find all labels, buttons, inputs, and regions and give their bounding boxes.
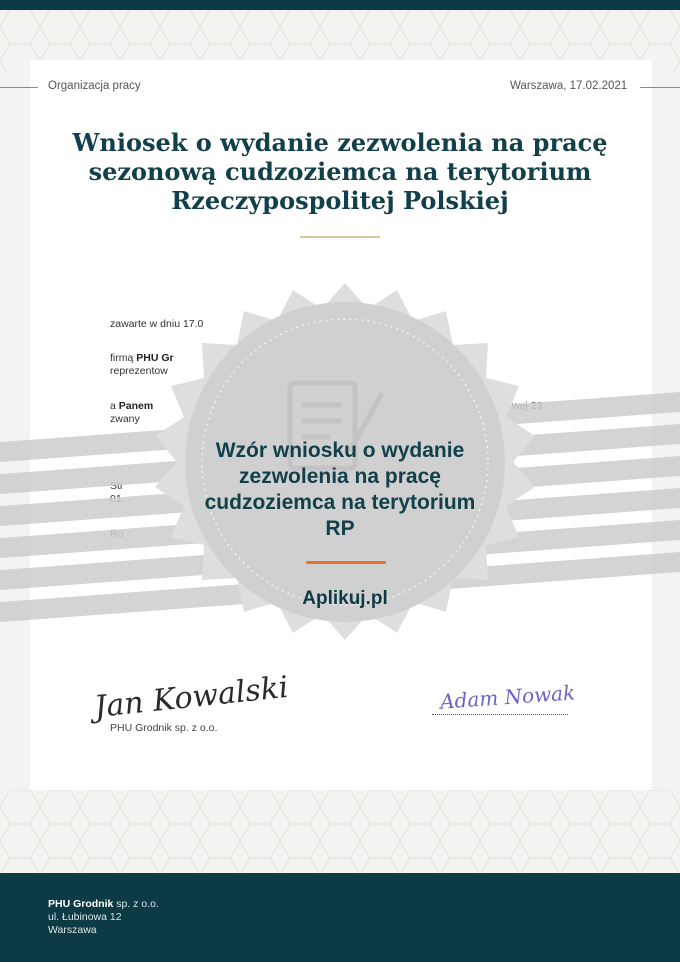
brand-logo: Aplikuj.pl [302, 588, 388, 609]
footer-street: ul. Łubinowa 12 [48, 911, 122, 923]
body-line-parties: Str [110, 480, 124, 492]
header-rule-left [0, 87, 38, 88]
seal-divider [306, 561, 386, 564]
footer-city: Warszawa [48, 924, 97, 936]
footer-company-name: PHU Grodnik [48, 898, 114, 910]
top-bar [0, 0, 680, 10]
header-category: Organizacja pracy [48, 80, 141, 92]
body-line-represented: reprezentow [110, 365, 168, 377]
signature-right: Adam Nowak [439, 680, 576, 714]
body-line-date: zawarte w dniu 17.0 [110, 318, 204, 330]
party-name: Panem [118, 400, 154, 412]
body-text: a [110, 400, 116, 412]
signature-left: Jan Kowalski [92, 669, 291, 726]
company-name: PHU Gr [136, 352, 174, 364]
footer-company-suffix: sp. z o.o. [113, 898, 159, 910]
footer-company [48, 898, 159, 911]
header-date: Warszawa, 17.02.2021 [510, 80, 628, 92]
body-line-called: zwany [110, 413, 140, 425]
title-divider [300, 236, 380, 238]
seal-headline: Wzór wniosku o wydanie zezwolenia na pracę cudzoziemca na terytorium RP [204, 439, 476, 540]
hex-pattern-bottom [0, 790, 680, 873]
signature-right-line [432, 714, 568, 715]
signature-left-label: PHU Grodnik sp. z o.o. [110, 722, 218, 734]
header-rule-right [640, 87, 680, 88]
document-title: Wniosek o wydanie zezwolenia na pracę sezonową cudzoziemca na terytorium Rzeczypospolitej Polskiej [72, 128, 608, 215]
body-text: firmą [110, 352, 134, 364]
